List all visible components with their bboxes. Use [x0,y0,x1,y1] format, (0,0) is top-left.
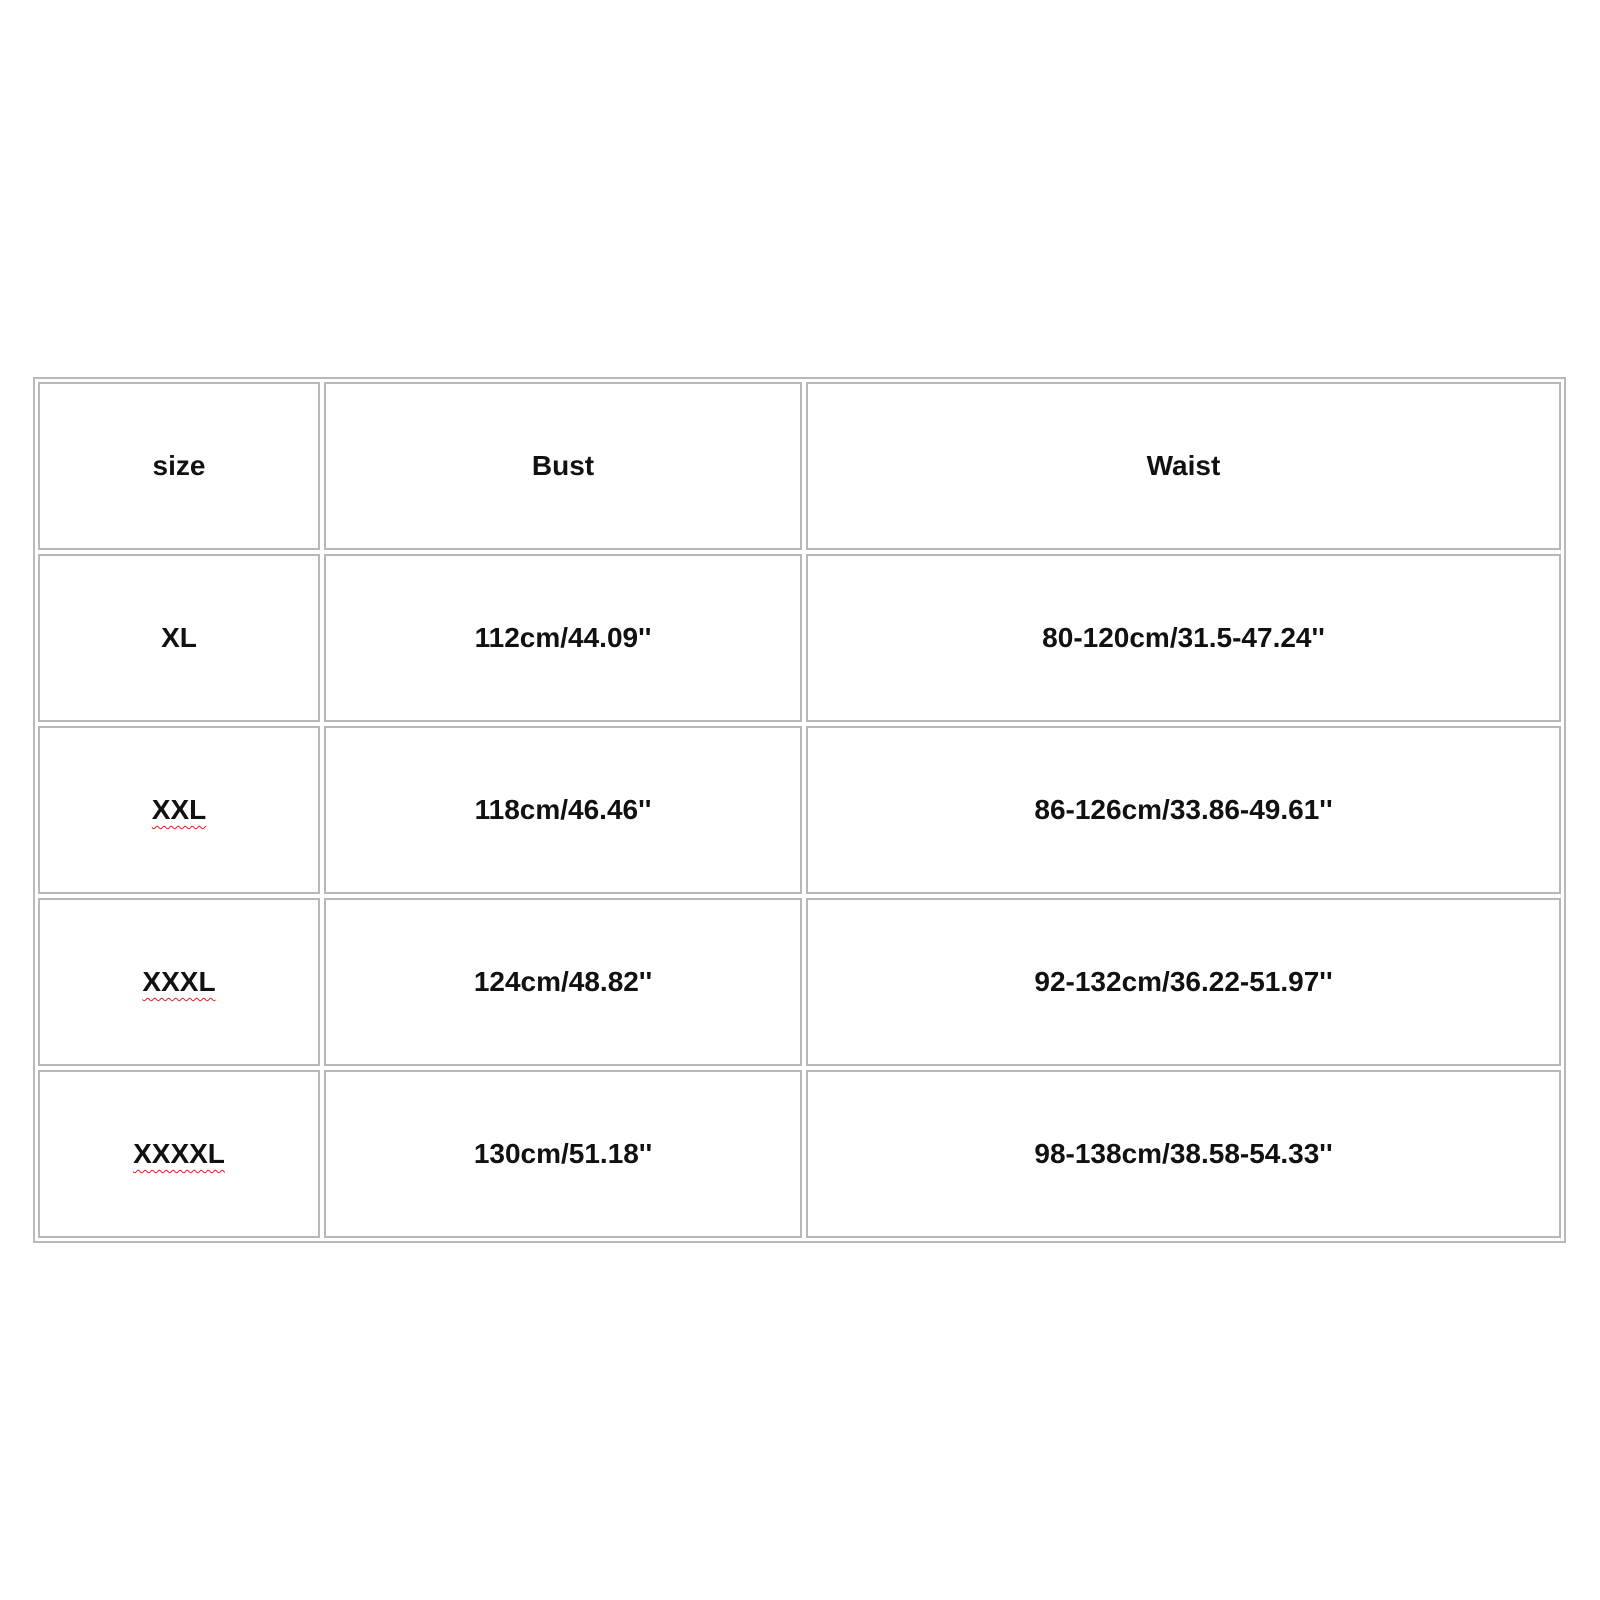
bust-cell: 118cm/46.46'' [324,726,802,894]
size-cell [38,726,320,894]
bust-cell: 124cm/48.82'' [324,898,802,1066]
size-label: XXXL [142,966,216,997]
table-row [38,1070,1561,1238]
table-row [38,726,1561,894]
size-cell: XL [38,554,320,722]
size-cell [38,1070,320,1238]
waist-cell: 86-126cm/33.86-49.61'' [806,726,1561,894]
size-label: XXL [151,794,207,825]
table-row [38,898,1561,1066]
waist-cell: 98-138cm/38.58-54.33'' [806,1070,1561,1238]
table-row [38,554,1561,722]
size-chart-grid [34,378,1565,1242]
waist-cell: 92-132cm/36.22-51.97'' [806,898,1561,1066]
bust-cell: 130cm/51.18'' [324,1070,802,1238]
header-row [38,382,1561,550]
header-size: size [38,382,320,550]
header-bust: Bust [324,382,802,550]
size-chart-table [33,377,1566,1243]
size-cell [38,898,320,1066]
bust-cell: 112cm/44.09'' [324,554,802,722]
waist-cell: 80-120cm/31.5-47.24'' [806,554,1561,722]
header-waist: Waist [806,382,1561,550]
size-label: XXXXL [133,1138,225,1169]
